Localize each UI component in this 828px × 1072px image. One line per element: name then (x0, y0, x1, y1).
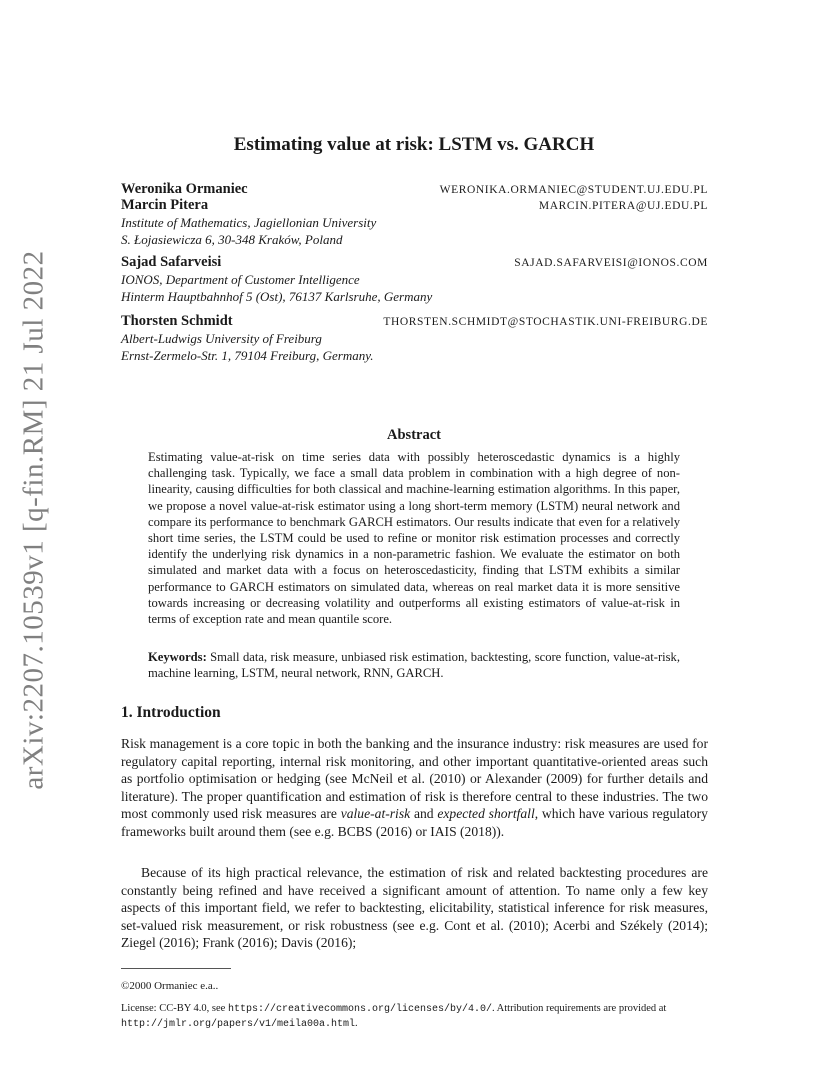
author-name: Weronika Ormaniec (121, 181, 248, 197)
text-run: and (410, 806, 438, 822)
intro-paragraph-1 (121, 735, 708, 841)
footnote-rule (121, 968, 231, 969)
abstract-text: Estimating value-at-risk on time series data with possibly heteroscedastic dynamics is a highly challenging task. Typically, we face a small data problem in combination with a high degree of non-linearity, causing difficulties for both classical and machine-learning estimation algorithms. In this paper, we propose a novel value-at-risk estimator using a long short-term memory (LSTM) neural network and compare its performance to benchmark GARCH estimators. Our results indicate that even for a relatively short time series, the LSTM could be used to refine or monitor risk estimation processes and correctly identify the underlying risk dynamics in a non-parametric fashion. We evaluate the estimator on both simulated and market data with a focus on heteroscedasticity, finding that LSTM exhibits a similar performance to GARCH estimators on simulated data, whereas on real market data it is more sensitive towards increasing or decreasing volatility and outperforms all existing estimators of value-at-risk in terms of exception rate and mean quantile score. (148, 450, 680, 627)
emphasis-expected-shortfall: expected shortfall (437, 806, 535, 822)
author-email[interactable]: MARCIN.PITERA@UJ.EDU.PL (538, 200, 708, 212)
affiliation-line: IONOS, Department of Customer Intelligence (121, 272, 360, 287)
text-run: Risk management is a core topic in both the banking and the insurance industry: risk measures are used for regulatory capital reporting, internal risk monitoring, and other important quantitative-oriented areas such as portfolio optimisation or hedging (see McNeil et al. (2010) or Alexander (2009) for further details and literature). The proper quantification and estimation of risk is therefore central to these industries. The two most commonly used risk measures are (121, 736, 708, 822)
license-notice (121, 1002, 708, 1032)
keywords-label: Keywords: (148, 650, 207, 664)
affiliation-line: Hinterm Hauptbahnhof 5 (Ost), 76137 Karlsruhe, Germany (121, 289, 433, 304)
text-run: , which have various regulatory frameworks built around them (see e.g. BCBS (2016) or IAIS (2018)). (121, 806, 708, 839)
affiliation-line: Albert-Ludwigs University of Freiburg (121, 331, 322, 346)
author-name: Thorsten Schmidt (121, 313, 233, 329)
paper-title: Estimating value at risk: LSTM vs. GARCH (233, 134, 595, 155)
text-run: . (355, 1018, 358, 1029)
author-email[interactable]: SAJAD.SAFARVEISI@IONOS.COM (514, 257, 708, 269)
section-heading: 1. Introduction (121, 704, 221, 721)
license-link[interactable]: https://creativecommons.org/licenses/by/4.0/ (227, 1004, 492, 1015)
affiliation-line: S. Łojasiewicza 6, 30-348 Kraków, Poland (121, 232, 343, 247)
emphasis-value-at-risk: value-at-risk (340, 806, 411, 822)
author-name: Sajad Safarveisi (121, 254, 222, 270)
author-email[interactable]: WERONIKA.ORMANIEC@STUDENT.UJ.EDU.PL (439, 184, 708, 196)
text-run: . Attribution requirements are provided at (491, 1003, 667, 1014)
author-email[interactable]: THORSTEN.SCHMIDT@STOCHASTIK.UNI-FREIBURG.DE (383, 316, 708, 328)
affiliation-line: Ernst-Zermelo-Str. 1, 79104 Freiburg, Germany. (121, 348, 374, 363)
arxiv-side-stamp (12, 250, 56, 790)
intro-paragraph-2: Because of its high practical relevance, the estimation of risk and related backtesting procedures are constantly being refined and have received a significant amount of attention. To name only a few key aspects of this important field, we refer to backtesting, elicitability, statistical inference for risk measures, set-valued risk measurement, or risk robustness (see e.g. Cont et al. (2010); Acerbi and Székely (2014); Ziegel (2016); Frank (2016); Davis (2016); (121, 865, 708, 951)
keywords-paragraph (148, 649, 680, 681)
text-run: License: CC-BY 4.0, see (121, 1003, 228, 1014)
arxiv-identifier: arXiv:2207.10539v1 [q-fin.RM] 21 Jul 2022 (17, 250, 50, 790)
keywords-list: Small data, risk measure, unbiased risk estimation, backtesting, score function, value-at-risk, machine learning, LSTM, neural network, RNN, GARCH. (148, 650, 680, 681)
copyright-notice: ©2000 Ormaniec e.a.. (121, 980, 219, 992)
attribution-link[interactable]: http://jmlr.org/papers/v1/meila00a.html (121, 1019, 356, 1030)
author-name: Marcin Pitera (121, 197, 209, 213)
abstract-heading: Abstract (387, 427, 441, 443)
affiliation-line: Institute of Mathematics, Jagiellonian University (121, 215, 377, 230)
